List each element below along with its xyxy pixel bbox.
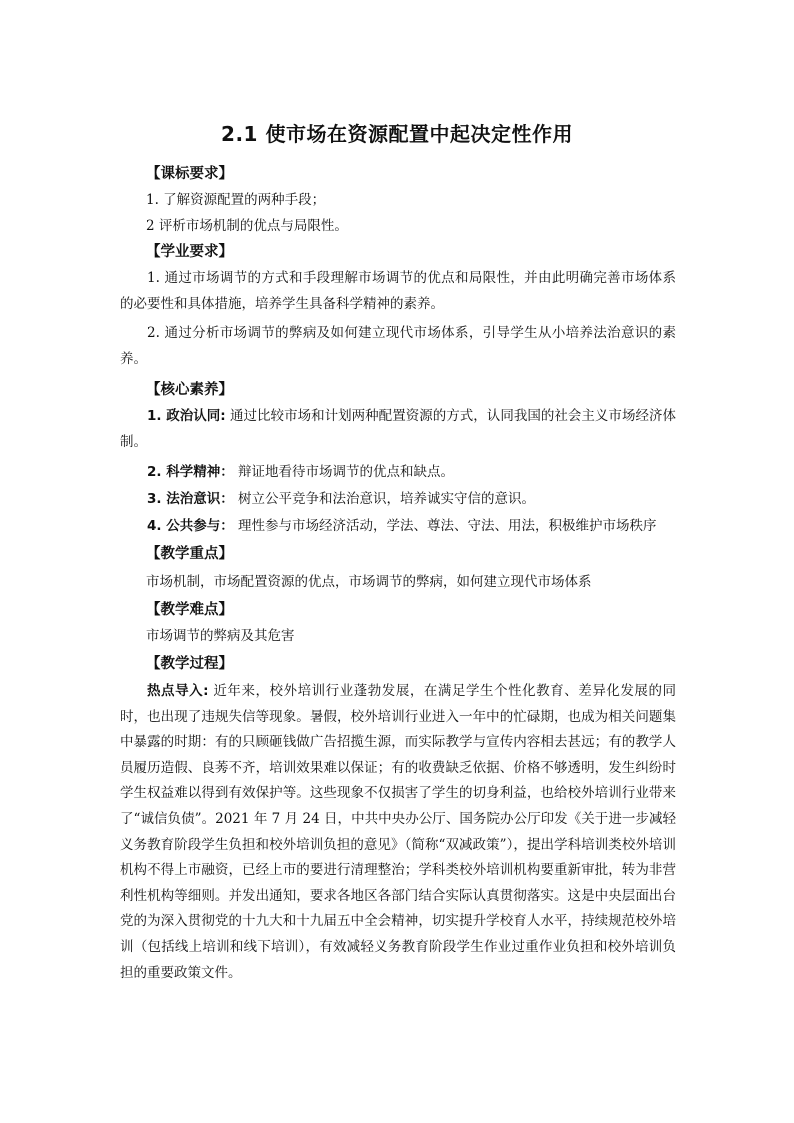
curriculum-item-2: 2 评析市场机制的优点与局限性。 <box>146 218 348 234</box>
section-heading-core-literacy: 【核心素养】 <box>146 382 233 398</box>
intro-label: 热点导入: <box>147 683 209 699</box>
intro-paragraph <box>120 679 676 986</box>
section-heading-academic: 【学业要求】 <box>146 244 233 260</box>
section-heading-curriculum: 【课标要求】 <box>146 166 233 182</box>
academic-paragraph-1: 1. 通过市场调节的方式和手段理解市场调节的优点和局限性，并由此明确完善市场体系的必要性和具体措施，培养学生具备科学精神的素养。 <box>120 270 676 312</box>
section-heading-difficulties: 【教学难点】 <box>146 602 233 618</box>
core-item-1 <box>120 404 676 455</box>
difficulties-text: 市场调节的弊病及其危害 <box>146 628 295 644</box>
core-item-2 <box>120 460 676 486</box>
core-item-2-label: 2. 科学精神： <box>147 464 234 480</box>
core-item-2-text: 辩证地看待市场调节的优点和缺点。 <box>233 464 455 480</box>
curriculum-item-1: 1. 了解资源配置的两种手段； <box>146 192 326 208</box>
academic-paragraph-2: 2. 通过分析市场调节的弊病及如何建立现代市场体系，引导学生从小培养法治意识的素养。 <box>120 325 676 367</box>
core-item-3-text: 树立公平竞争和法治意识，培养诚实守信的意识。 <box>233 491 536 507</box>
core-item-3 <box>120 487 676 513</box>
intro-text: 近年来，校外培训行业蓬勃发展，在满足学生个性化教育、差异化发展的同时，也出现了违规失信等现象。暑假，校外培训行业进入一年中的忙碌期，也成为相关问题集中暴露的时期：有的只顾砸钱做广告招揽生源，而实际教学与宣传内容相去甚远；有的教学人员履历造假、良莠不齐，培训效果难以保证；有的收费缺乏依据、价格不够透明，发生纠纷时学生权益难以得到有效保护等。这些现象不仅损害了学生的切身利益，也给校外培训行业带来了“诚信负债”。2021 年 7 月 24 日，中共中央办公厅、国务院办公厅印发《关于进一步减轻义务教育阶段学生负担和校外培训负担的意见》（简称“双减政策”），提出学科培训类校外培训机构不得上市融资，已经上市的要进行清理整治；学科类校外培训机构要重新审批，转为非营利性机构等细则。并发出通知，要求各地区各部门结合实际认真贯彻落实。这是中央层面出台党的为深入贯彻党的十九大和十九届五中全会精神，切实提升学校育人水平，持续规范校外培训（包括线上培训和线下培训），有效减轻义务教育阶段学生作业过重作业负担和校外培训负担的重要政策文件。 <box>120 683 676 981</box>
core-item-4-label: 4. 公共参与： <box>147 518 234 534</box>
core-item-4 <box>120 514 676 540</box>
section-heading-process: 【教学过程】 <box>146 656 233 672</box>
core-item-1-label: 1. 政治认同: <box>147 408 226 424</box>
section-heading-key-points: 【教学重点】 <box>146 546 233 562</box>
key-points-text: 市场机制，市场配置资源的优点，市场调节的弊病，如何建立现代市场体系 <box>146 574 592 590</box>
page-title: 2.1 使市场在资源配置中起决定性作用 <box>221 122 573 146</box>
core-item-3-label: 3. 法治意识： <box>147 491 234 507</box>
core-item-1-text: 通过比较市场和计划两种配置资源的方式，认同我国的社会主义市场经济体制。 <box>120 408 676 450</box>
core-item-4-text: 理性参与市场经济活动，学法、尊法、守法、用法，积极维护市场秩序 <box>233 518 657 534</box>
